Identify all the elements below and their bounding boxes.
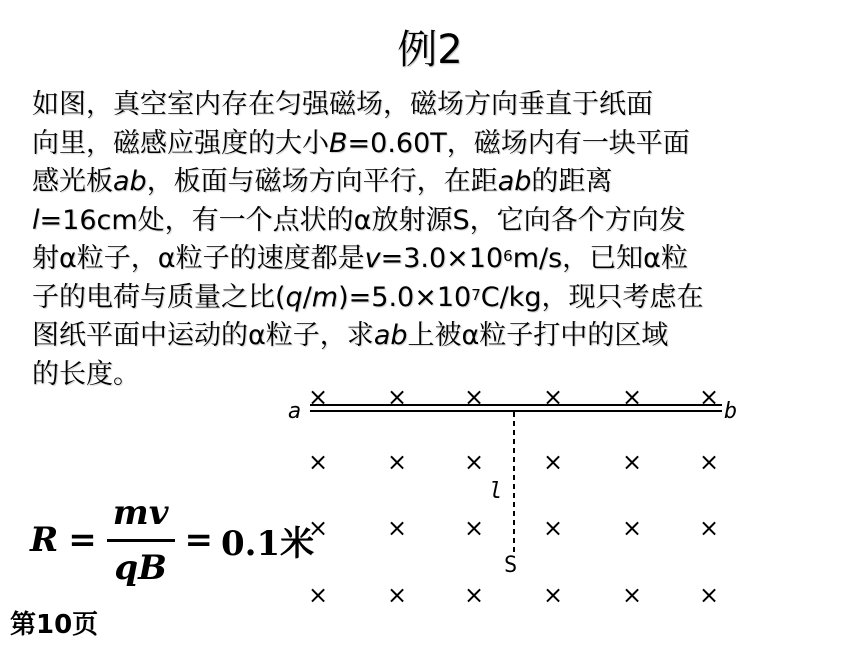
field-cross: × [542, 581, 564, 609]
problem-line-6: 子的电荷与质量之比$(q/m)=5.0\times 10^7C/kg$，现只考虑在 [32, 281, 704, 313]
slide-title: 例2 [397, 27, 463, 73]
label-b: b [724, 399, 738, 424]
fraction-bar [107, 539, 175, 542]
field-cross: × [698, 514, 720, 542]
field-cross: × [307, 581, 329, 609]
formula-numerator: mv [112, 492, 169, 533]
formula-denominator: qB [114, 547, 167, 588]
problem-line-1: 如图，真空室内存在匀强磁场，磁场方向垂直于纸面 [32, 89, 653, 120]
label-S: S [504, 553, 518, 578]
field-cross: × [621, 514, 643, 542]
field-cross: × [698, 581, 720, 609]
field-cross: × [621, 448, 643, 476]
field-cross: × [463, 383, 485, 411]
field-cross: × [463, 581, 485, 609]
field-cross: × [463, 448, 485, 476]
problem-line-7: 图纸平面中运动的α粒子，求ab上被α粒子打中的区域 [32, 320, 669, 351]
field-cross: × [621, 383, 643, 411]
problem-line-5: 射α粒子，α粒子的速度都是$v=3.0\times 10^6m/s$，已知α粒 [32, 243, 688, 274]
formula-fraction [107, 493, 175, 588]
field-cross: × [386, 581, 408, 609]
radius-formula [30, 490, 314, 590]
problem-line-8: 的长度。 [32, 358, 140, 390]
page-number: 第10页 [10, 610, 99, 640]
field-cross: × [463, 514, 485, 542]
problem-line-4: l=16cm处，有一个点状的α放射源S，它向各个方向发 [32, 204, 686, 236]
label-l: l [489, 479, 503, 504]
field-cross: × [307, 448, 329, 476]
field-cross: × [386, 448, 408, 476]
field-cross: × [386, 383, 408, 411]
formula-eq1: = [68, 520, 97, 560]
label-a: a [288, 399, 302, 424]
field-cross: × [698, 383, 720, 411]
formula-result: 0.1米 [221, 523, 315, 564]
field-cross: × [542, 514, 564, 542]
formula-lhs: R [30, 520, 59, 560]
field-cross: × [542, 448, 564, 476]
field-cross: × [621, 581, 643, 609]
problem-line-3: 感光板ab，板面与磁场方向平行，在距ab的距离 [32, 166, 613, 197]
field-cross: × [698, 448, 720, 476]
field-cross: × [307, 514, 329, 542]
problem-line-2: 向里，磁感应强度的大小B=0.60T，磁场内有一块平面 [32, 127, 690, 159]
field-cross: × [386, 514, 408, 542]
field-cross: × [542, 383, 564, 411]
formula-eq2: = [184, 520, 213, 560]
field-cross: × [307, 383, 329, 411]
